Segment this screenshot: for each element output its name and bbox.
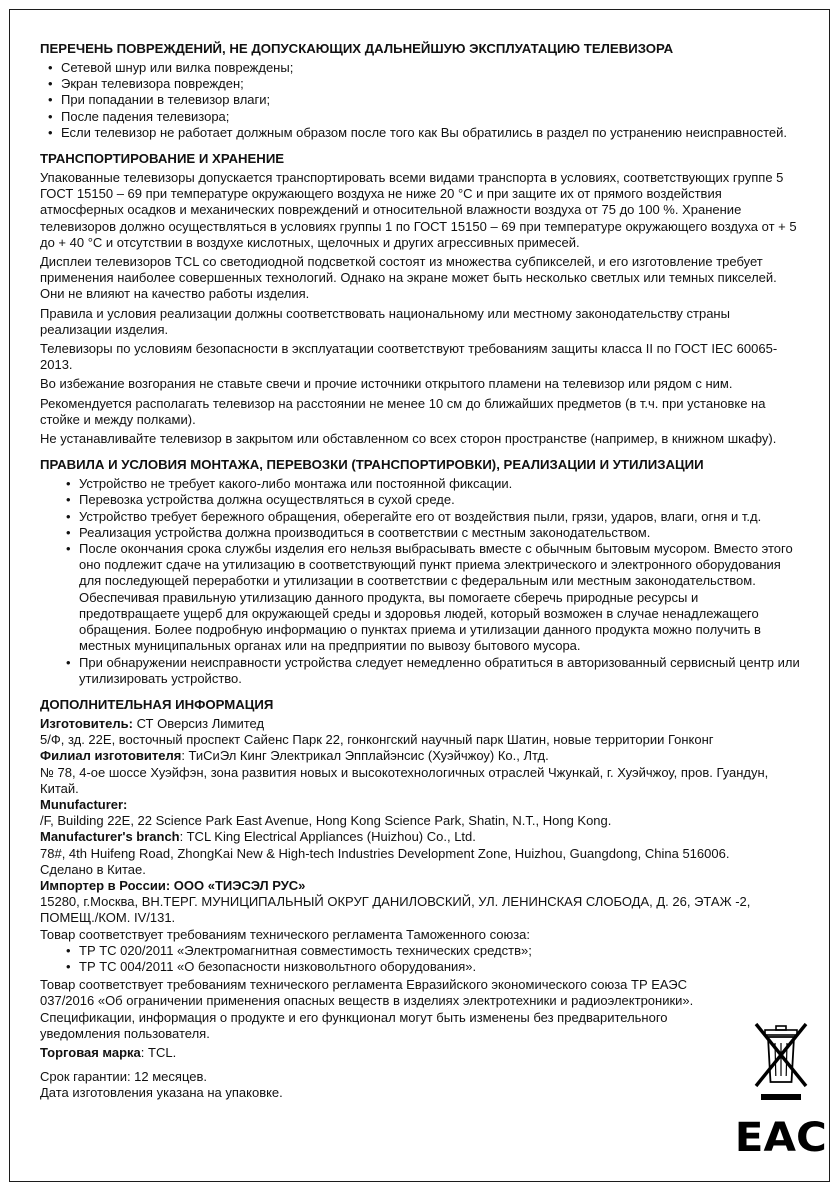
section-transport-storage [40, 150, 801, 447]
paragraph: Не устанавливайте телевизор в закрытом или обставленном со всех сторон пространстве (например, в книжном шкафу). [40, 431, 777, 447]
list-item: • После окончания срока службы изделия его нельзя выбрасывать вместе с обычным бытовым мусором. Вместо этого оно подлежит сдаче на утилизацию в соответствующий пункт приема электрического и электронного оборудования для последующей переработки и утилизации в соответствии с федеральным или местным законодательством. Обеспечивая правильную утилизацию данного продукта, вы помогаете сберечь природные ресурсы и предотвращаете ущерб для окружающей среды и здоровья людей, который возможен в случае ненадлежащего обращения. Более подробную информацию о пунктах приема и утилизации данного продукта можно получить в местных муниципальных органах или на предприятии по вывозу бытового мусора. [66, 541, 801, 654]
info-text: : TCL King Electrical Appliances (Huizhou) Co., Ltd. [179, 829, 476, 845]
paragraph: Правила и условия реализации должны соответствовать национальному или местному законодательству страны реализации изделия. [40, 305, 730, 337]
info-text: 15280, г.Москва, ВН.ТЕРГ. МУНИЦИПАЛЬНЫЙ ОКРУГ ДАНИЛОВСКИЙ, УЛ. ЛЕНИНСКАЯ СЛОБОДА, Д. 26, ЭТАЖ -2, ПОМЕЩ./КОМ. IV/131. [40, 894, 751, 926]
list-item: • Устройство требует бережного обращения, оберегайте его от воздействия пыли, грязи, ударов, влаги, огня и т.д. [66, 509, 801, 525]
info-label: Торговая марка [40, 1044, 141, 1060]
info-label: Изготовитель: [40, 715, 133, 731]
list-item: • Если телевизор не работает должным образом после того как Вы обратились в раздел по устранению неисправностей. [48, 125, 801, 141]
info-line-customs-union [40, 927, 801, 943]
paragraph: Дисплеи телевизоров TCL со светодиодной подсветкой состоят из множества субпикселей, и его изготовление требует применения наиболее совершенных технологий. Однако на экране может быть несколько светлых или темных пикселей. Они не влияют на качество работы изделия. [40, 254, 777, 302]
info-text: Сделано в Китае. [40, 861, 146, 877]
info-text: № 78, 4-ое шоссе Хуэйфэн, зона развития новых и высокотехнологичных отраслей Чжункай, г. Хуэйчжоу, пров. Гуандун, Китай. [40, 764, 769, 796]
list-item: • После падения телевизора; [48, 109, 801, 125]
info-label: Munufacturer: [40, 796, 128, 812]
info-line-manufacture-date: Дата изготовления указана на упаковке. [40, 1085, 283, 1101]
info-text: Товар соответствует требованиям технического регламента Таможенного союза: [40, 926, 531, 942]
spacer [40, 1061, 801, 1069]
info-line-warranty: Срок гарантии: 12 месяцев. [40, 1069, 208, 1085]
info-text: /F, Building 22E, 22 Science Park East Avenue, Hong Kong Science Park, Shatin, N.T., Hong Kong. [40, 813, 612, 829]
info-line-branch-ru [40, 748, 801, 764]
section-rules-utilization [40, 456, 801, 687]
info-label: Импортер в России: ООО «ТИЭСЭЛ РУС» [40, 877, 306, 893]
info-line-manufacturer-ru [40, 716, 801, 732]
info-text: 5/Ф, зд. 22Е, восточный проспект Сайенс Парк 22, гонконгский научный парк Шатин, новые территории Гонконг [40, 732, 714, 748]
info-line-importer-address [40, 894, 801, 926]
eac-logo: EAC [734, 1115, 828, 1161]
info-line-trademark [40, 1045, 801, 1061]
paragraph: Телевизоры по условиям безопасности в эксплуатации соответствуют требованиям защиты класса II по ГОСТ IEC 60065-2013. [40, 341, 778, 373]
document-page [9, 9, 830, 1182]
section-additional-info [40, 696, 801, 1102]
section-title-rules: ПРАВИЛА И УСЛОВИЯ МОНТАЖА, ПЕРЕВОЗКИ (ТРАНСПОРТИРОВКИ), РЕАЛИЗАЦИИ И УТИЛИЗАЦИИ [40, 457, 704, 473]
info-line-branch-address-en [40, 846, 801, 862]
info-text: : TCL. [140, 1044, 177, 1060]
rules-list [40, 476, 801, 687]
info-label: Филиал изготовителя [40, 748, 182, 764]
list-item: • Перевозка устройства должна осуществляться в сухой среде. [66, 492, 801, 508]
paragraph: Во избежание возгорания не ставьте свечи и прочие источники открытого пламени на телевизор или рядом с ним. [40, 376, 733, 392]
section-damage-list [40, 40, 801, 141]
list-item: • Сетевой шнур или вилка повреждены; [48, 60, 801, 76]
info-line-importer [40, 878, 801, 894]
regulations-list [40, 943, 801, 975]
paragraph-eaes: Товар соответствует требованиям технического регламента Евразийского экономического союза ТР ЕАЭС 037/2016 «Об ограничении применения опасных веществ в изделиях электротехники и радиоэлектроники». Спецификации, информация о продукте и его функционал могут быть изменены без предварительного уведомления пользователя. [40, 977, 694, 1041]
list-item: • Реализация устройства должна производиться в соответствии с местным законодательством. [66, 525, 801, 541]
paragraph: Рекомендуется располагать телевизор на расстоянии не менее 10 см до ближайших предметов (в т.ч. при установке на стойке и между полками). [40, 395, 766, 427]
section-title-transport: ТРАНСПОРТИРОВАНИЕ И ХРАНЕНИЕ [40, 151, 285, 167]
info-line-made-in [40, 862, 801, 878]
info-text: : ТиСиЭл Кинг Электрикал Эпплайэнсис (Хуэйчжоу) Ко., Лтд. [181, 748, 549, 764]
info-text: СТ Оверсиз Лимитед [132, 715, 265, 731]
info-text: 78#, 4th Huifeng Road, ZhongKai New & High-tech Industries Development Zone, Huizhou, Guangdong, China 516006. [40, 845, 730, 861]
info-line-address-ru [40, 732, 801, 748]
list-item: • Экран телевизора поврежден; [48, 76, 801, 92]
info-line-branch-address-ru [40, 765, 801, 797]
info-line-manufacturer-en [40, 797, 801, 813]
info-line-branch-en [40, 829, 801, 845]
info-line-address-en [40, 813, 801, 829]
paragraph: Упакованные телевизоры допускается транспортировать всеми видами транспорта в условиях, соответствующих группе 5 ГОСТ 15150 – 69 при температуре окружающего воздуха не ниже 20 °С и при защите их от прямого воздействия атмосферных осадков и механических повреждений и относительной влажности воздуха от 75 до 100 %. Хранение телевизоров должно осуществляться в условиях группы 1 по ГОСТ 15150 – 69 при температуре окружающего воздуха от + 5 до + 40 °С и отсутствии в воздухе кислотных, щелочных и других агрессивных примесей. [40, 170, 797, 250]
list-item: • При обнаружении неисправности устройства следует немедленно обратиться в авторизованный сервисный центр или утилизировать устройство. [66, 655, 801, 687]
certification-icons [734, 1022, 828, 1161]
list-item: • Устройство не требует какого-либо монтажа или постоянной фиксации. [66, 476, 801, 492]
section-title-damage: ПЕРЕЧЕНЬ ПОВРЕЖДЕНИЙ, НЕ ДОПУСКАЮЩИХ ДАЛЬНЕЙШУЮ ЭКСПЛУАТАЦИЮ ТЕЛЕВИЗОРА [40, 41, 674, 56]
weee-crossed-bin-icon [752, 1022, 810, 1104]
info-label: Manufacturer's branch [40, 829, 180, 845]
damage-list [40, 60, 801, 141]
list-item: • ТР ТС 020/2011 «Электромагнитная совместимость технических средств»; [66, 943, 801, 959]
list-item: • При попадании в телевизор влаги; [48, 92, 801, 108]
list-item: • ТР ТС 004/2011 «О безопасности низковольтного оборудования». [66, 959, 801, 975]
section-title-additional: ДОПОЛНИТЕЛЬНАЯ ИНФОРМАЦИЯ [40, 696, 274, 712]
